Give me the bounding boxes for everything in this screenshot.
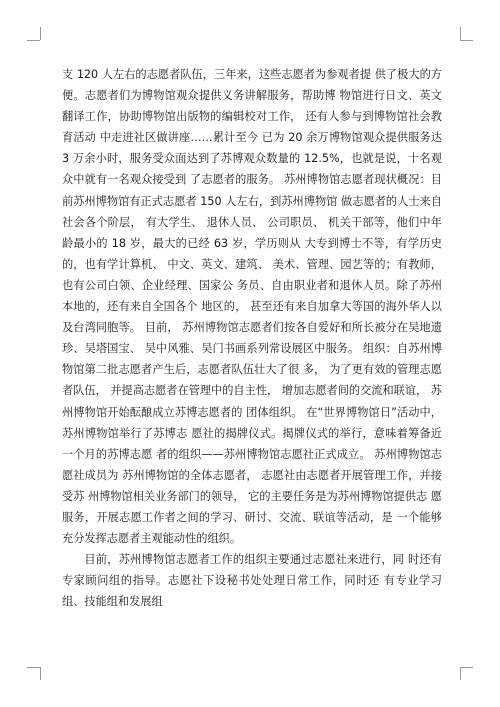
crop-mark-top-right — [460, 40, 473, 41]
crop-mark-bottom-left — [27, 667, 40, 668]
crop-mark-top-left — [40, 27, 41, 40]
crop-mark-top-right — [460, 27, 461, 40]
paragraph-2: 目前，苏州博物馆志愿者工作的组织主要通过志愿社来进行，同 时还有专家顾问组的指导。志愿社下设秘书处处理日常工作，同时还 有专业学习组、技能组和发展组 — [62, 553, 442, 609]
document-body — [62, 64, 442, 612]
paragraph-1: 支 120 人左右的志愿者队伍，三年来，这些志愿者为参观者提 供了极大的方便。志愿者们为博物馆观众提供义务讲解服务，帮助博 物馆进行日文、英文翻译工作，协助博物馆出版物的编辑校对工作， 还有人参与到博物馆社会教育活动 中走进社区做讲座……累计至今 已为 20 余万博物馆观众提供服务达 3 万余小时，服务受众面达到了苏博观众数量的 12.5%，也就是说，十名观众中就有一名观众接受到 了志愿者的服务。 苏州博物馆志愿者现状概况：目前苏州博物馆有正式志愿者 150 人左右，到苏州博物馆 做志愿者的人士来自社会各个阶层， 有大学生、 退休人员、 公司职员、 机关干部等，他们中年龄最小的 18 岁，最大的已经 63 岁，学历则从 大专到博士不等，有学历史的，也有学计算机、 中文、英文、建筑、 美术、管理、园艺等的；有教师，也有公司白领、企业经理、国家公 务员、自由职业者和退休人员。除了苏州本地的，还有来自全国各个 地区的， 甚至还有来自加拿大等国的海外华人以及台湾同胞等。 目前， 苏州博物馆志愿者们按各自爱好和所长被分在吴地遗珍、吴塔国宝、 吴中风雅、吴门书画系列常设展区中服务。 组织：自苏州博物馆第二批志愿者产生后，志愿者队伍壮大了很 多， 为了更有效的管理志愿者队伍， 并提高志愿者在管理中的自主性， 增加志愿者间的交流和联谊， 苏州博物馆开始酝酿成立苏博志愿者的 团体组织。 在“世界博物馆日”活动中，苏州博物馆举行了苏博志 愿社的揭牌仪式。揭牌仪式的举行，意味着筹备近一个月的苏博志愿 者的组织——苏州博物馆志愿社正式成立。 苏州博物馆志愿社成员为 苏州博物馆的全体志愿者， 志愿社由志愿者开展管理工作，并接受苏 州博物馆相关业务部门的领导， 它的主要任务是为苏州博物馆提供志 愿服务，开展志愿工作者之间的学习、研讨、交流、联谊等活动，是 一个能够充分发挥志愿者主观能动性的组织。 — [62, 68, 442, 546]
crop-mark-bottom-right — [460, 667, 473, 668]
crop-mark-bottom-left — [40, 667, 41, 680]
crop-mark-top-left — [27, 40, 40, 41]
crop-mark-bottom-right — [460, 667, 461, 680]
